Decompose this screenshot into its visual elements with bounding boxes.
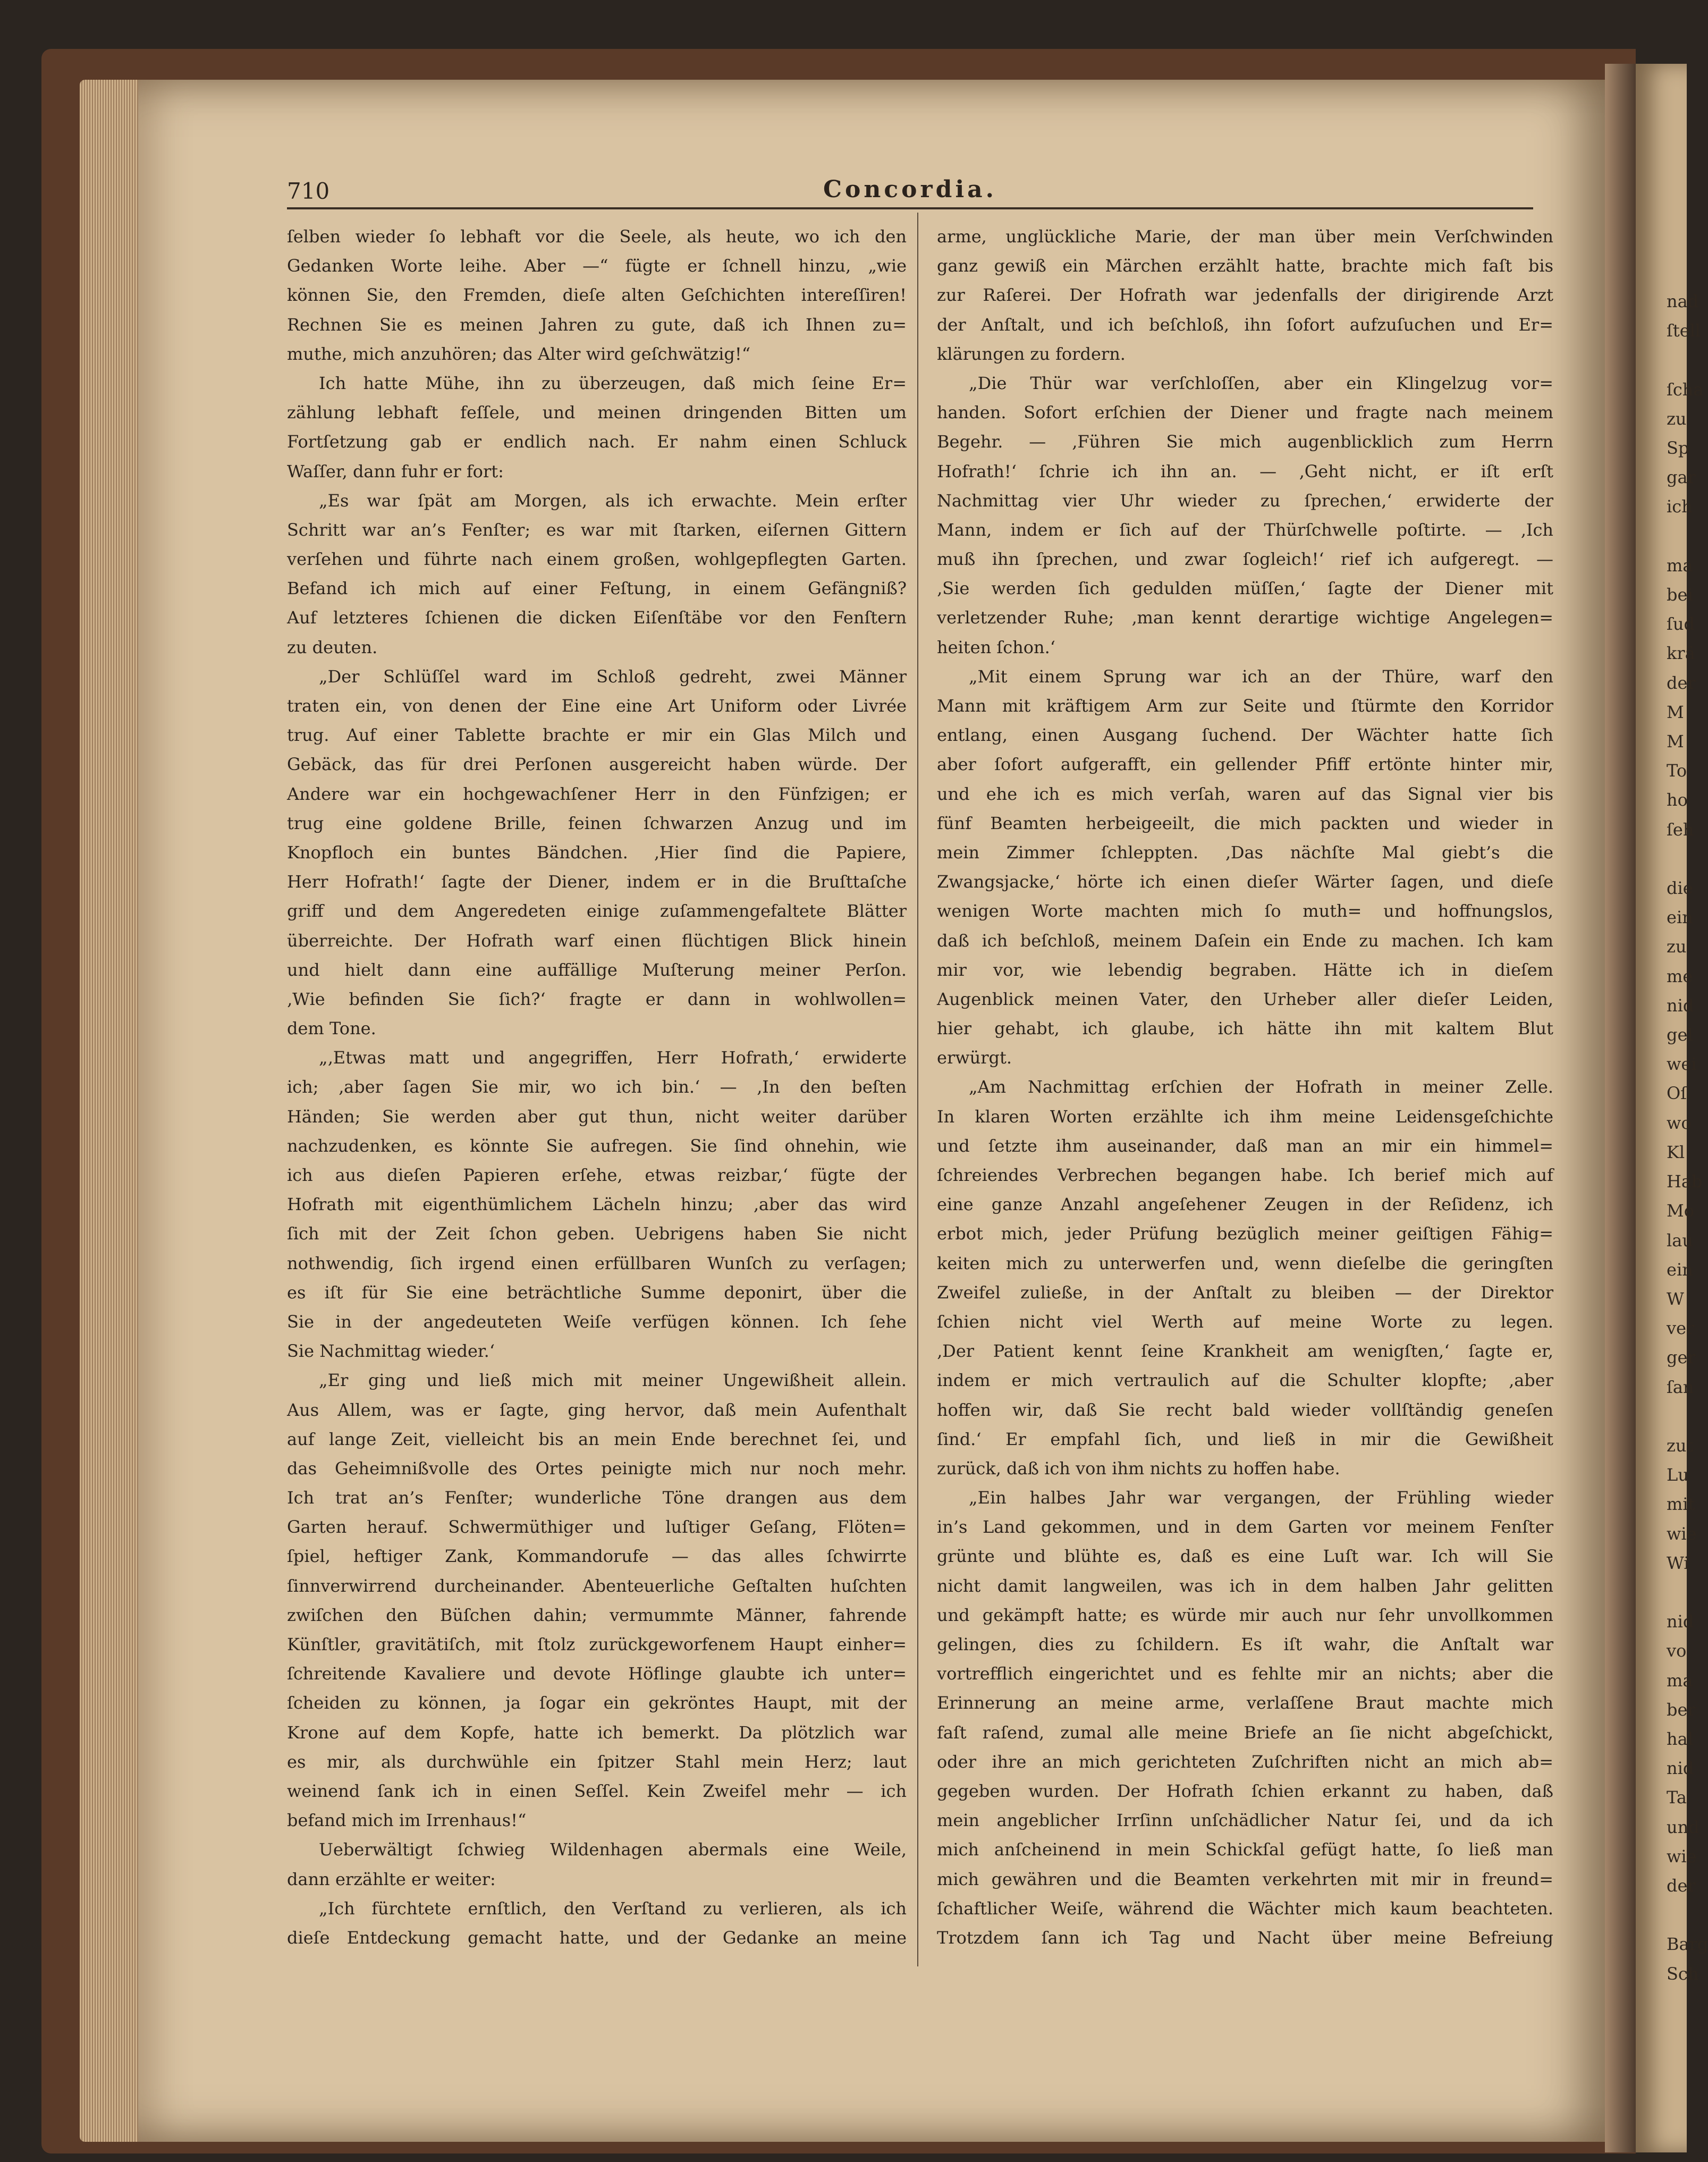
text-line: und ſetzte ihm auseinander, daß man an mir ein himmel=	[937, 1135, 1553, 1156]
facing-page-line-fragment: me	[1667, 966, 1693, 986]
text-line: nicht damit langweilen, was ich in dem halben Jahr gelitten	[937, 1575, 1553, 1596]
text-line: mein angeblicher Irrſinn unſchädlicher Natur ſei, und da ich	[937, 1810, 1553, 1831]
text-line: „Die Thür war verſchloſſen, aber ein Klingelzug vor=	[969, 373, 1553, 393]
facing-page-line-fragment	[1636, 345, 1708, 375]
facing-page-line-fragment: M	[1667, 702, 1684, 722]
text-line: zählung lebhaft feſſele, und meinen dringenden Bitten um	[287, 402, 907, 423]
text-line: Rechnen Sie es meinen Jahren zu gute, daß ich Ihnen zu=	[287, 314, 907, 335]
text-line: „Ich fürchtete ernſtlich, den Verſtand zu verlieren, als ich	[319, 1898, 907, 1919]
text-line: überreichte. Der Hofrath warf einen flüchtigen Blick hinein	[287, 930, 907, 951]
text-line: aber ſofort aufgerafft, ein gellender Pfiff ertönte hinter mir,	[937, 754, 1553, 775]
facing-page-line-fragment	[1636, 1578, 1708, 1607]
text-line: Trotzdem ſann ich Tag und Nacht über meine Befreiung	[937, 1927, 1553, 1948]
text-line: Gedanken Worte leihe. Aber —“ fügte er ſchnell hinzu, „wie	[287, 256, 907, 276]
text-line: keiten mich zu unterwerfen und, wenn dieſelbe die geringſten	[937, 1253, 1553, 1273]
facing-page-line-fragment: lau	[1667, 1230, 1693, 1251]
text-line: nachzudenken, es könnte Sie aufregen. Sie ſind ohnehin, wie	[287, 1135, 907, 1156]
facing-page-line-fragment	[1636, 844, 1708, 874]
column-divider	[917, 213, 918, 1966]
text-line: Auf letzteres ſchienen die dicken Eiſenſtäbe vor den Fenſtern	[287, 607, 907, 628]
text-line: weinend ſank ich in einen Seſſel. Kein Zweifel mehr — ich	[287, 1780, 907, 1801]
text-line: muthe, mich anzuhören; das Alter wird geſchwätzig!“	[287, 343, 751, 364]
text-line: indem er mich vertraulich auf die Schulter klopfte; ‚aber	[937, 1370, 1553, 1391]
text-line: das Geheimnißvolle des Ortes peinigte mich nur noch mehr.	[287, 1458, 907, 1479]
text-line: dann erzählte er weiter:	[287, 1869, 496, 1889]
running-title: Concordia.	[823, 176, 997, 203]
facing-page-line-fragment: ein	[1667, 907, 1693, 928]
text-line: handen. Sofort erſchien der Diener und fragte nach meinem	[937, 402, 1553, 423]
text-line: Garten herauf. Schwermüthiger und luſtiger Geſang, Flöten=	[287, 1517, 907, 1538]
text-line: ſind.‘ Er empfahl ſich, und ließ in mir die Gewißheit	[937, 1429, 1553, 1449]
facing-page-line-fragment: ger	[1667, 1347, 1696, 1368]
text-line: wenigen Worte machten mich ſo muth= und hoffnungslos,	[937, 901, 1553, 922]
facing-page-line-fragment: nid	[1667, 995, 1694, 1016]
facing-page-line-fragment: ver	[1667, 1318, 1695, 1339]
text-line: „Ein halbes Jahr war vergangen, der Frühling wieder	[969, 1488, 1553, 1508]
text-line: und gekämpft hatte; es würde mir auch nur ſehr unvollkommen	[937, 1604, 1553, 1625]
text-line: ſchreiendes Verbrechen begangen habe. Ich berief mich auf	[937, 1165, 1553, 1185]
text-line: Sie Nachmittag wieder.‘	[287, 1341, 495, 1362]
text-line: es mir, als durchwühle ein ſpitzer Stahl mein Herz; laut	[287, 1751, 907, 1772]
text-line: ganz gewiß ein Märchen erzählt hatte, brachte mich faſt bis	[937, 256, 1553, 276]
text-line: erwürgt.	[937, 1048, 1012, 1068]
facing-page-line-fragment: krä	[1667, 643, 1695, 664]
text-line: ſpiel, heftiger Zank, Kommandorufe — das alles ſchwirrte	[287, 1546, 907, 1567]
text-line: mich anſcheinend in mein Schickſal gefügt hatte, ſo ließ man	[937, 1839, 1553, 1860]
text-line: der Anſtalt, und ich beſchloß, ihn ſofort aufzuſuchen und Er=	[937, 314, 1553, 335]
text-line: Waſſer, dann fuhr er fort:	[287, 461, 504, 482]
facing-page-line-fragment: Wi	[1667, 1552, 1689, 1573]
text-line: gelingen, dies zu ſchildern. Es iſt wahr, die Anſtalt war	[937, 1634, 1553, 1654]
text-line: Nachmittag vier Uhr wieder zu ſprechen,‘ erwiderte der	[937, 490, 1553, 511]
text-line: grünte und blühte es, daß es eine Luſt war. Ich will Sie	[937, 1546, 1553, 1567]
text-line: ſelben wieder ſo lebhaft vor die Seele, als heute, wo ich den	[287, 226, 907, 247]
text-line: Mann, indem er ſich auf der Thürſchwelle poſtirte. — ‚Ich	[937, 519, 1553, 540]
text-line: entlang, einen Ausgang ſuchend. Der Wächter hatte ſich	[937, 725, 1553, 746]
facing-page-line-fragment: ſud	[1667, 614, 1695, 635]
text-line: befand mich im Irrenhaus!“	[287, 1810, 527, 1831]
text-line: Erinnerung an meine arme, verlaſſene Braut machte mich	[937, 1693, 1553, 1713]
facing-page-line-fragment: Hab	[1667, 1171, 1703, 1192]
left-text-column	[287, 222, 907, 1953]
text-line: ich; ‚aber ſagen Sie mir, wo ich bin.‘ — ‚In den beſten	[287, 1077, 907, 1097]
header-rule	[287, 207, 1533, 209]
facing-page-line-fragment	[1636, 522, 1708, 551]
text-line: muß ihn ſprechen, und zwar ſogleich!‘ rief ich aufgeregt. —	[937, 549, 1553, 570]
text-line: dem Tone.	[287, 1018, 376, 1039]
facing-page-line-fragment	[1636, 1402, 1708, 1431]
facing-page-line-fragment: wie	[1667, 1846, 1697, 1867]
text-line: ſchien nicht viel Werth auf meine Worte zu legen.	[937, 1311, 1553, 1332]
facing-page-line-fragment: M	[1667, 731, 1684, 752]
text-line: Knopfloch ein buntes Bändchen. ‚Hier ſind die Papiere,	[287, 842, 907, 863]
text-line: In klaren Worten erzählte ich ihm meine Leidensgeſchichte	[937, 1106, 1553, 1127]
text-line: „Mit einem Sprung war ich an der Thüre, warf den	[969, 666, 1553, 687]
facing-page-line-fragment: der	[1667, 1875, 1696, 1896]
text-line: Befand ich mich auf einer Feſtung, in einem Gefängniß?	[287, 578, 907, 599]
text-line: Gebäck, das für drei Perſonen ausgereicht haben würde. Der	[287, 754, 907, 775]
facing-page-line-fragment: vo	[1667, 1641, 1687, 1661]
text-line: „Er ging und ließ mich mit meiner Ungewißheit allein.	[319, 1370, 907, 1391]
text-line: trug eine goldene Brille, feinen ſchwarzen Anzug und im	[287, 813, 907, 833]
text-line: mich gewähren und die Beamten verkehrten mit mir in freund=	[937, 1869, 1553, 1889]
text-line: ‚Der Patient kennt ſeine Krankheit am wenigſten,‘ ſagte er,	[937, 1341, 1553, 1362]
text-line: zu deuten.	[287, 637, 378, 657]
text-line: faſt raſend, zumal alle meine Briefe an ſie nicht abgeſchickt,	[937, 1722, 1553, 1743]
text-line: „‚Etwas matt und angegriffen, Herr Hofrath,‘ erwiderte	[319, 1048, 907, 1068]
text-line: „Der Schlüſſel ward im Schloß gedreht, zwei Männer	[319, 666, 907, 687]
facing-page-line-fragment: zu	[1667, 408, 1687, 429]
text-line: ſchaftlicher Weiſe, während die Wächter mich kaum beachteten.	[937, 1898, 1553, 1919]
text-line: in’s Land gekommen, und in dem Garten vor meinem Fenſter	[937, 1517, 1553, 1538]
facing-page-line-fragment: mit	[1667, 1494, 1695, 1515]
text-line: verſehen und führte nach einem großen, wohlgepflegten Garten.	[287, 549, 907, 570]
text-line: Augenblick meinen Vater, den Urheber aller dieſer Leiden,	[937, 989, 1553, 1009]
facing-page-line-fragment: Lu	[1667, 1465, 1689, 1485]
text-line: Sie in der angedeuteten Weiſe verfügen können. Ich ſehe	[287, 1311, 907, 1332]
text-line: arme, unglückliche Marie, der man über mein Verſchwinden	[937, 226, 1553, 247]
facing-page-line-fragment: ſcha	[1667, 379, 1704, 400]
facing-page-line-fragment: Oſ	[1667, 1083, 1687, 1104]
facing-page-line-fragment: Sch	[1667, 1963, 1699, 1984]
facing-page-line-fragment: und	[1667, 1817, 1699, 1837]
text-line: erbot mich, jeder Prüfung bezüglich meiner geiſtigen Fähig=	[937, 1223, 1553, 1244]
facing-page-line-fragment: ich	[1667, 496, 1693, 517]
text-line: zwiſchen den Büſchen dahin; vermummte Männer, fahrende	[287, 1604, 907, 1625]
facing-page-line-fragment: die	[1667, 878, 1693, 899]
facing-page-line-fragment: Barg	[1667, 1934, 1708, 1955]
text-line: heiten ſchon.‘	[937, 637, 1055, 657]
facing-page-line-fragment: ſan	[1667, 1376, 1694, 1397]
text-line: Zwangsjacke,‘ hörte ich einen dieſer Wärter ſagen, und dieſe	[937, 872, 1553, 892]
text-line: dieſe Entdeckung gemacht hatte, und der Gedanke an meine	[287, 1927, 907, 1948]
text-line: daß ich beſchloß, meinem Daſein ein Ende zu machen. Ich kam	[937, 930, 1553, 951]
text-line: Schritt war an’s Fenſter; es war mit ſtarken, eiſernen Gittern	[287, 519, 907, 540]
text-line: es iſt für Sie eine beträchtliche Summe deponirt, über die	[287, 1282, 907, 1303]
facing-page-line-fragment: der	[1667, 672, 1696, 693]
text-line: gegeben wurden. Der Hofrath ſchien erkannt zu haben, daß	[937, 1780, 1553, 1801]
facing-page-line-fragment: wei	[1667, 1054, 1697, 1075]
facing-page-line-fragment	[1636, 1901, 1708, 1930]
facing-page-line-fragment: hal	[1667, 1728, 1693, 1749]
text-line: „Es war ſpät am Morgen, als ich erwachte. Mein erſter	[319, 490, 907, 511]
text-line: Andere war ein hochgewachſener Herr in den Fünfzigen; er	[287, 783, 907, 804]
text-line: Herr Hofrath!‘ ſagte der Diener, indem er in die Bruſttaſche	[287, 872, 907, 892]
facing-page-line-fragment: nid	[1667, 1758, 1694, 1779]
text-line: trug. Auf einer Tablette brachte er mir ein Glas Milch und	[287, 725, 907, 746]
text-line: Hofrath mit eigenthümlichem Lächeln hinzu; ‚aber das wird	[287, 1194, 907, 1215]
facing-page-fragment	[1636, 64, 1708, 2152]
text-line: fünf Beamten herbeigeeilt, die mich packten und wieder in	[937, 813, 1553, 833]
text-line: mein Zimmer ſchleppten. ‚Das nächſte Mal giebt’s die	[937, 842, 1553, 863]
facing-page-line-fragment: ma	[1667, 1670, 1693, 1691]
text-line: griff und dem Angeredeten einige zuſammengefaltete Blätter	[287, 901, 907, 922]
text-line: mir vor, wie lebendig begraben. Hätte ich in dieſem	[937, 959, 1553, 980]
text-line: traten ein, von denen der Eine eine Art Uniform oder Livrée	[287, 696, 907, 716]
facing-page-line-fragment: ein	[1667, 1259, 1693, 1280]
text-line: zur Raſerei. Der Hofrath war jedenfalls der dirigirende Arzt	[937, 285, 1553, 306]
text-line: zurück, daß ich von ihm nichts zu hoffen habe.	[937, 1458, 1340, 1479]
facing-page-line-fragment: nad	[1667, 291, 1699, 311]
text-line: klärungen zu fordern.	[937, 343, 1126, 364]
text-line: ‚Sie werden ſich gedulden müſſen,‘ ſagte der Diener mit	[937, 578, 1553, 599]
text-line: Begehr. — ‚Führen Sie mich augenblicklich zum Herrn	[937, 432, 1553, 452]
page-number: 710	[287, 178, 330, 204]
facing-page-line-fragment: ma	[1667, 555, 1693, 576]
text-line: können Sie, den Fremden, dieſe alten Geſchichten intereſſiren!	[287, 285, 907, 306]
text-line: Künſtler, gravitätiſch, mit ſtolz zurückgeworfenem Haupt einher=	[287, 1634, 907, 1654]
facing-page-line-fragment: nid	[1667, 1611, 1694, 1632]
facing-page-line-fragment: ho	[1667, 790, 1688, 810]
text-line: eine ganze Anzahl angeſehener Zeugen in der Reſidenz, ich	[937, 1194, 1553, 1215]
text-line: Mann mit kräftigem Arm zur Seite und ſtürmte den Korridor	[937, 696, 1553, 716]
text-line: und ehe ich es mich verſah, waren auf das Signal vier bis	[937, 783, 1553, 804]
facing-page-line-fragment: ſeh	[1667, 819, 1694, 840]
text-line: ſich mit der Zeit ſchon geben. Uebrigens haben Sie nicht	[287, 1223, 907, 1244]
facing-page-line-fragment: Mo	[1667, 1201, 1695, 1221]
facing-page-line-fragment: Kl	[1667, 1142, 1685, 1162]
text-line: und hielt dann eine auffällige Muſterung meiner Perſon.	[287, 959, 907, 980]
page-header	[287, 178, 1533, 215]
facing-page-line-fragment: W	[1667, 1288, 1684, 1309]
facing-page-line-fragment: zut	[1667, 1435, 1694, 1456]
text-line: ſcheiden zu können, ja ſogar ein gekröntes Haupt, mit der	[287, 1693, 907, 1713]
text-line: ſchreitende Kavaliere und devote Höflinge glaubte ich unter=	[287, 1663, 907, 1684]
text-line: „Am Nachmittag erſchien der Hofrath in meiner Zelle.	[969, 1077, 1553, 1097]
text-line: ich aus dieſen Papieren erſehe, etwas reizbar,‘ fügte der	[287, 1165, 907, 1185]
text-line: hier gehabt, ich glaube, ich hätte ihn mit kaltem Blut	[937, 1018, 1553, 1039]
facing-page-line-fragment: wie	[1667, 1523, 1697, 1544]
facing-page-line-fragment: wo	[1667, 1112, 1692, 1133]
facing-page-line-fragment: gar	[1667, 467, 1696, 488]
text-line: Fortſetzung gab er endlich nach. Er nahm einen Schluck	[287, 432, 907, 452]
right-text-column	[937, 222, 1553, 1953]
text-line: Aus Allem, was er ſagte, ging hervor, daß mein Aufenthalt	[287, 1399, 907, 1420]
facing-page-line-fragment: bei	[1667, 585, 1693, 605]
text-line: Krone auf dem Kopfe, hatte ich bemerkt. Da plötzlich war	[287, 1722, 907, 1743]
facing-page-line-fragment: ſtell	[1667, 320, 1701, 341]
text-line: Ich trat an’s Fenſter; wunderliche Töne drangen aus dem	[287, 1488, 907, 1508]
facing-page-line-fragment: zu	[1667, 936, 1687, 957]
text-line: nothwendig, ſich irgend einen erfüllbaren Wunſch zu verſagen;	[287, 1253, 907, 1273]
facing-page-line-fragment: Ta	[1667, 1787, 1687, 1808]
text-line: Ich hatte Mühe, ihn zu überzeugen, daß mich ſeine Er=	[319, 373, 907, 393]
facing-page-text	[1636, 287, 1708, 1989]
facing-page-line-fragment: Sp	[1667, 438, 1689, 459]
text-line: Hofrath!‘ ſchrie ich ihn an. — ‚Geht nicht, er iſt erſt	[937, 461, 1553, 482]
text-line: vortrefflich eingerichtet und es fehlte mir an nichts; aber die	[937, 1663, 1553, 1684]
text-line: Zweifel zuließe, in der Anſtalt zu bleiben — der Direktor	[937, 1282, 1553, 1303]
text-line: ‚Wie befinden Sie ſich?‘ fragte er dann in wohlwollen=	[287, 989, 907, 1009]
facing-page-line-fragment: To	[1667, 761, 1687, 781]
text-line: auf lange Zeit, vielleicht bis an mein Ende berechnet ſei, und	[287, 1429, 907, 1449]
facing-page-line-fragment: ber	[1667, 1699, 1696, 1720]
facing-page-line-fragment: gel	[1667, 1025, 1693, 1045]
text-line: verletzender Ruhe; ‚man kennt derartige wichtige Angelegen=	[937, 607, 1553, 628]
text-line: Händen; Sie werden aber gut thun, nicht weiter darüber	[287, 1106, 907, 1127]
text-line: oder ihre an mich gerichteten Zuſchriften nicht an mich ab=	[937, 1751, 1553, 1772]
text-line: ſinnverwirrend durcheinander. Abenteuerliche Geſtalten huſchten	[287, 1575, 907, 1596]
text-line: hoffen wir, daß Sie recht bald wieder vollſtändig geneſen	[937, 1399, 1553, 1420]
text-line: Ueberwältigt ſchwieg Wildenhagen abermals eine Weile,	[319, 1839, 907, 1860]
